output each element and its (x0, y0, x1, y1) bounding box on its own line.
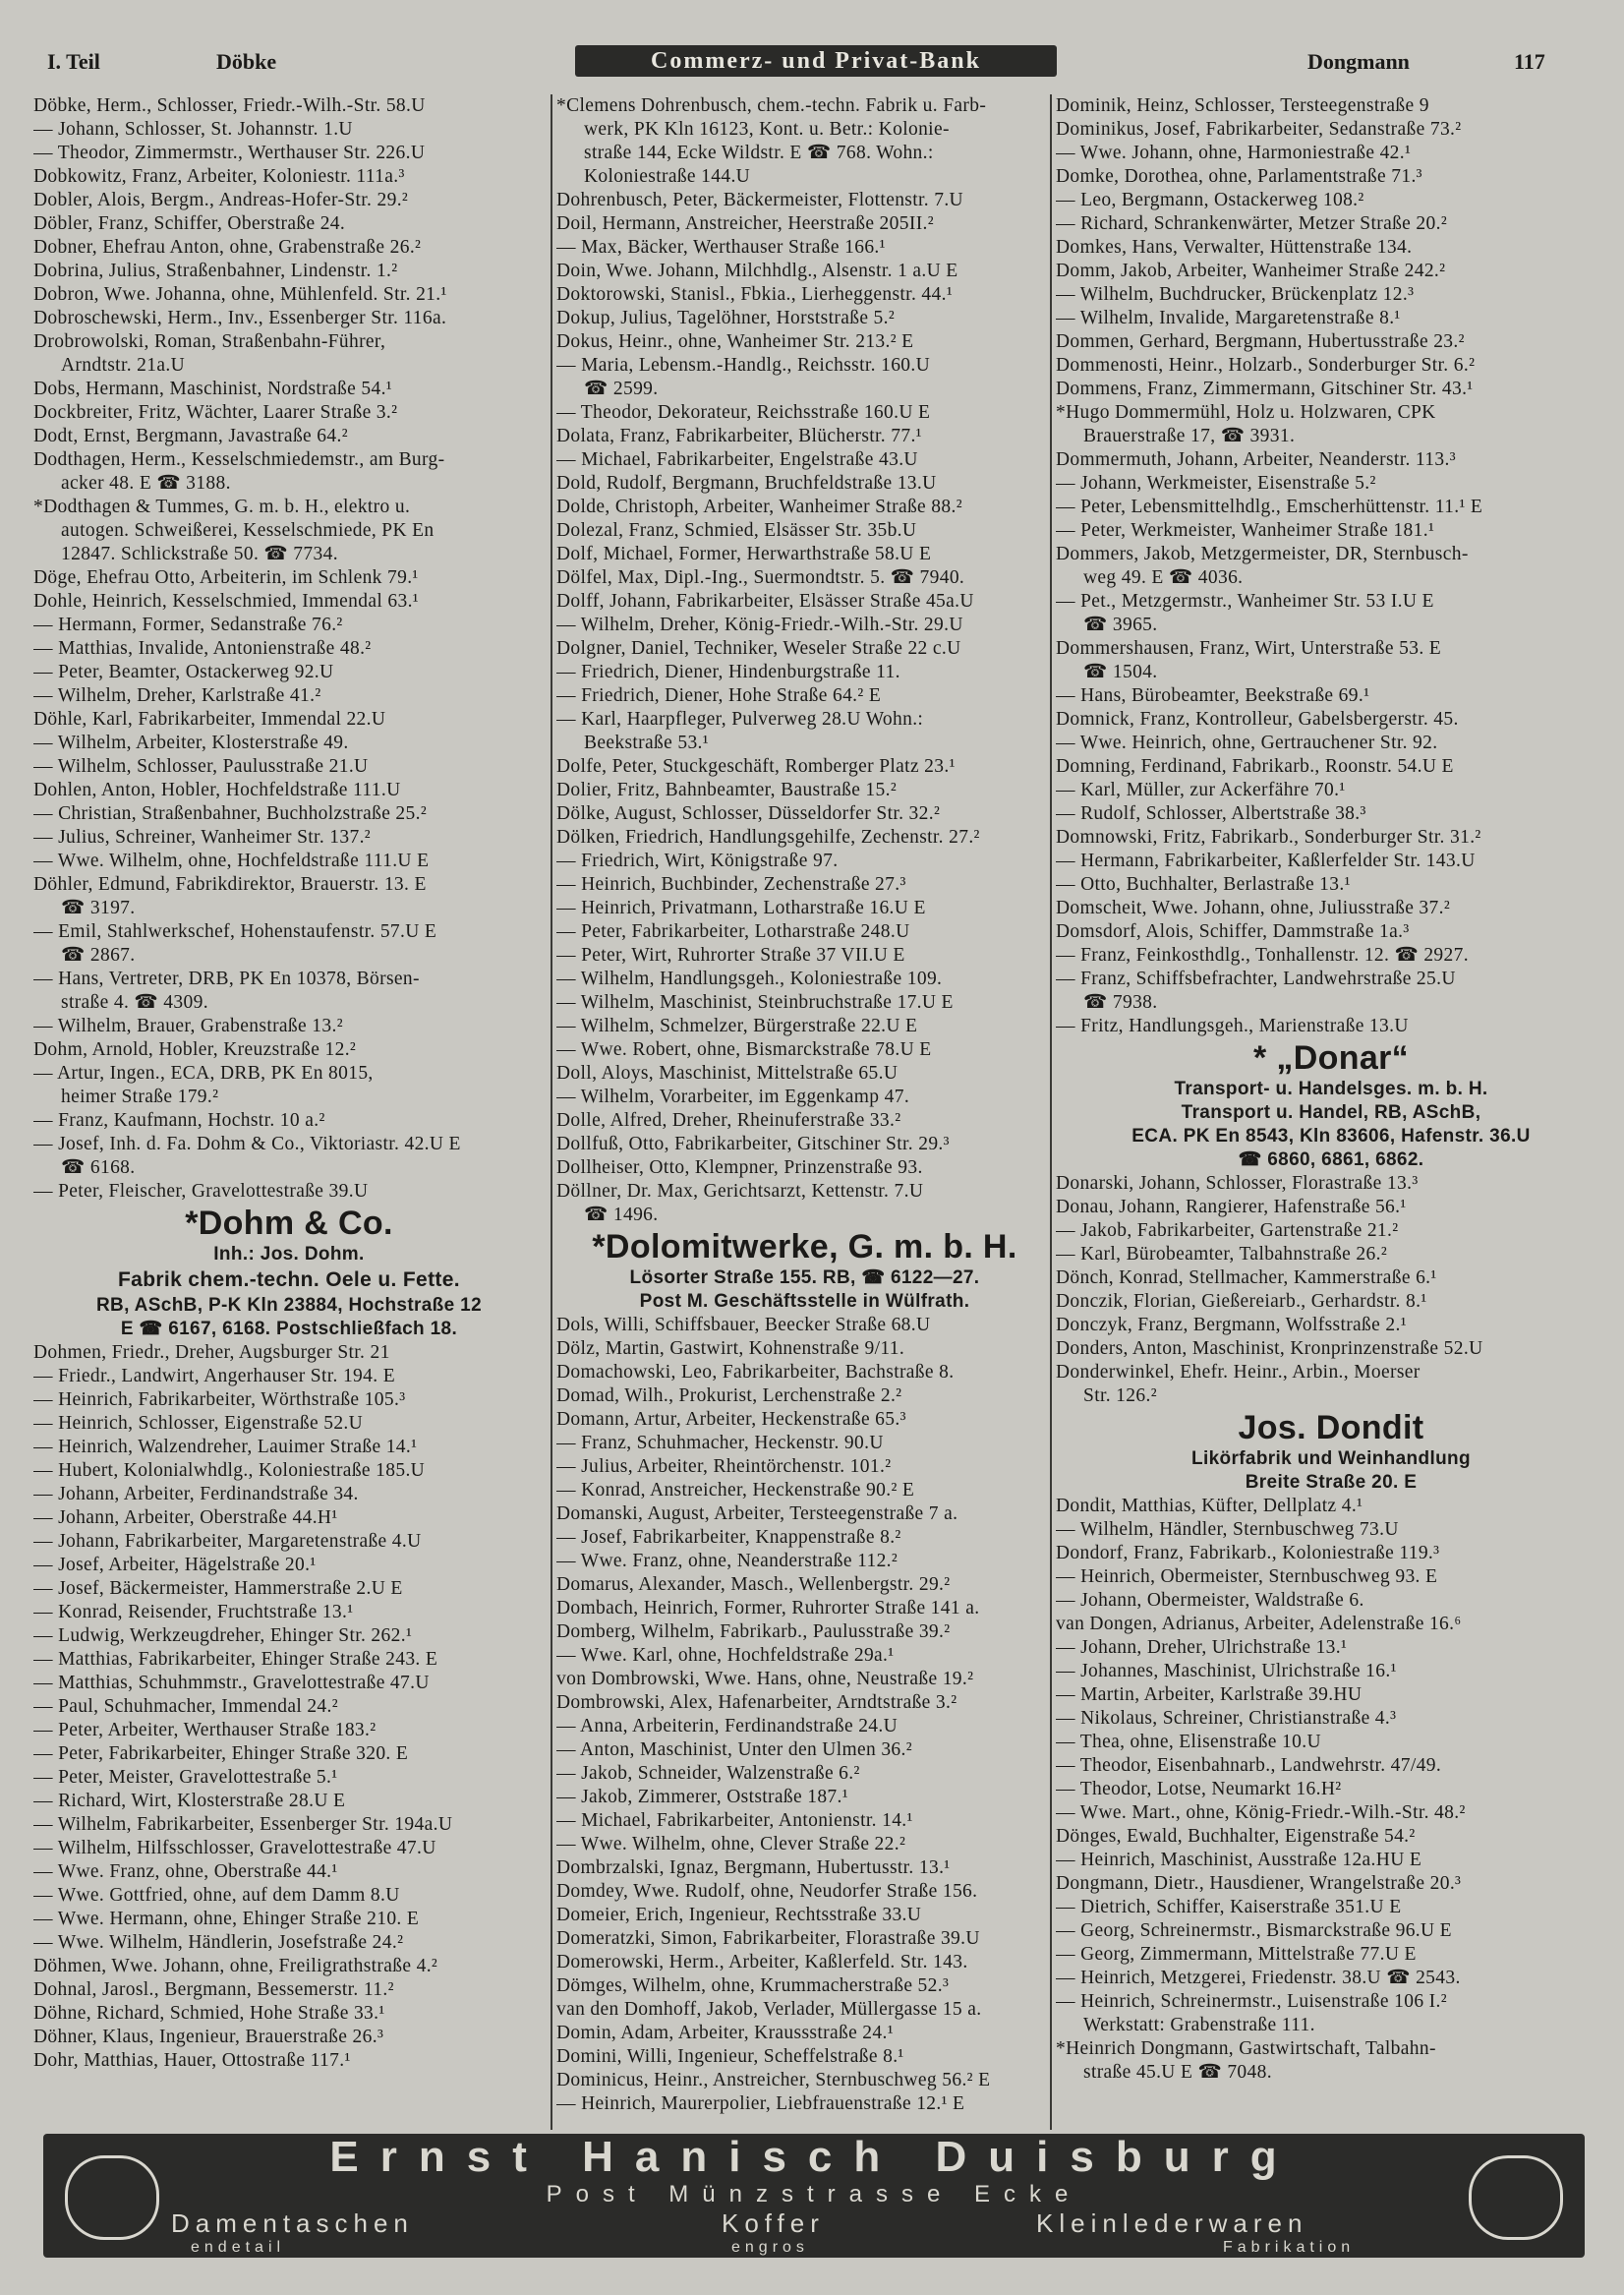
directory-entry: Domkes, Hans, Verwalter, Hüttenstraße 134. (1056, 237, 1413, 258)
directory-entry: Dolier, Fritz, Bahnbeamter, Baustraße 15.² (556, 780, 898, 800)
directory-entry: — Christian, Straßenbahner, Buchholzstraße 25.² (33, 803, 428, 824)
directory-entry: — Karl, Bürobeamter, Talbahnstraße 26.² (1056, 1244, 1388, 1265)
directory-entry: Dokus, Heinr., ohne, Wanheimer Str. 213.² E (556, 331, 914, 352)
directory-entry: Donderwinkel, Ehefr. Heinr., Arbin., Moerser (1056, 1362, 1421, 1383)
entry-continuation: straße 144, Ecke Wildstr. E ☎ 768. Wohn.: (584, 143, 934, 163)
advertisement-line: ECA. PK En 8543, Kln 83606, Hafenstr. 36.U (1131, 1126, 1531, 1147)
directory-entry: — Peter, Arbeiter, Werthauser Straße 183.² (33, 1720, 377, 1740)
directory-entry: Dolezal, Franz, Schmied, Elsässer Str. 35b.U (556, 520, 917, 541)
directory-entry: Doin, Wwe. Johann, Milchhdlg., Alsenstr. 1 a.U E (556, 261, 958, 281)
entry-continuation: straße 45.U E ☎ 7048. (1083, 2062, 1272, 2083)
directory-entry: Domnowski, Fritz, Fabrikarb., Sonderburger Str. 31.² (1056, 827, 1481, 848)
directory-entry: Domini, Willi, Ingenieur, Scheffelstraße 8.¹ (556, 2046, 904, 2067)
directory-entry: — Wilhelm, Dreher, Karlstraße 41.² (33, 685, 321, 706)
directory-entry: Dohrenbusch, Peter, Bäckermeister, Flottenstr. 7.U (556, 190, 963, 210)
ad-right-sub: Fabrikation (1223, 2239, 1356, 2256)
directory-entry: — Theodor, Lotse, Neumarkt 16.H² (1056, 1779, 1342, 1799)
directory-entry: Domad, Wilh., Prokurist, Lerchenstraße 2.² (556, 1385, 902, 1406)
ad-address: Post Münzstrasse Ecke (546, 2181, 1082, 2207)
directory-entry: Dölz, Martin, Gastwirt, Kohnenstraße 9/11. (556, 1338, 905, 1359)
directory-entry: Domeier, Erich, Ingenieur, Rechtsstraße 33.U (556, 1905, 922, 1925)
directory-entry: — Michael, Fabrikarbeiter, Antonienstr. 14.¹ (556, 1810, 913, 1831)
directory-entry: — Karl, Müller, zur Ackerfähre 70.¹ (1056, 780, 1346, 800)
directory-entry: Dombrowski, Alex, Hafenarbeiter, Arndtstraße 3.² (556, 1692, 957, 1713)
directory-entry: Döhmen, Wwe. Johann, ohne, Freiligrathstraße 4.² (33, 1956, 438, 1976)
directory-entry: Dobs, Hermann, Maschinist, Nordstraße 54.¹ (33, 379, 392, 399)
directory-entry: Dommenosti, Heinr., Holzarb., Sonderburger Str. 6.² (1056, 355, 1476, 376)
directory-entry: Döbke, Herm., Schlosser, Friedr.-Wilh.-Str. 58.U (33, 95, 426, 116)
directory-entry: — Josef, Arbeiter, Hägelstraße 20.¹ (33, 1555, 317, 1575)
directory-entry: Dolde, Christoph, Arbeiter, Wanheimer Straße 88.² (556, 497, 962, 517)
directory-entry: — Karl, Haarpfleger, Pulverweg 28.U Wohn.: (556, 709, 924, 730)
advertisement-line: Post M. Geschäftsstelle in Wülfrath. (639, 1291, 970, 1312)
directory-entry: — Artur, Ingen., ECA, DRB, PK En 8015, (33, 1063, 374, 1084)
directory-entry: *Dodthagen & Tummes, G. m. b. H., elektro u. (33, 497, 411, 517)
directory-entry: Domann, Artur, Arbeiter, Heckenstraße 65.³ (556, 1409, 906, 1430)
directory-entry: — Georg, Schreinermstr., Bismarckstraße 96.U E (1056, 1920, 1452, 1941)
directory-entry: — Friedrich, Diener, Hindenburgstraße 11. (556, 662, 900, 682)
directory-entry: — Wilhelm, Fabrikarbeiter, Essenberger Str. 194a.U (33, 1814, 453, 1835)
entry-continuation: Arndtstr. 21a.U (61, 355, 186, 376)
directory-entry: van Dongen, Adrianus, Arbeiter, Adelenstraße 16.⁶ (1056, 1614, 1462, 1634)
advertisement-line: Inh.: Jos. Dohm. (213, 1244, 365, 1265)
directory-entry: Dommershausen, Franz, Wirt, Unterstraße 53. E (1056, 638, 1442, 659)
directory-entry: — Johann, Arbeiter, Ferdinandstraße 34. (33, 1484, 359, 1504)
bank-banner-ad: Commerz- und Privat-Bank (575, 45, 1057, 77)
directory-entry: — Emil, Stahlwerkschef, Hohenstaufenstr. 57.U E (33, 921, 437, 942)
directory-entry: — Richard, Wirt, Klosterstraße 28.U E (33, 1791, 346, 1811)
directory-entry: *Clemens Dohrenbusch, chem.-techn. Fabrik u. Farb- (556, 95, 987, 116)
directory-entry: Dobkowitz, Franz, Arbeiter, Koloniestr. 111a.³ (33, 166, 405, 187)
entry-continuation: 12847. Schlickstraße 50. ☎ 7734. (61, 544, 338, 564)
directory-entry: — Matthias, Schuhmmstr., Gravelottestraße 47.U (33, 1673, 430, 1693)
advertisement-line: Transport u. Handel, RB, ASchB, (1181, 1102, 1481, 1123)
directory-entry: Domarus, Alexander, Masch., Wellenbergstr. 29.² (556, 1574, 951, 1595)
directory-entry: *Hugo Dommermühl, Holz u. Holzwaren, CPK (1056, 402, 1436, 423)
directory-entry: Dohr, Matthias, Hauer, Ottostraße 117.¹ (33, 2050, 351, 2071)
directory-entry: — Wilhelm, Schmelzer, Bürgerstraße 22.U E (556, 1016, 918, 1036)
directory-entry: Donders, Anton, Maschinist, Kronprinzenstraße 52.U (1056, 1338, 1483, 1359)
directory-entry: — Matthias, Fabrikarbeiter, Ehinger Straße 243. E (33, 1649, 438, 1670)
directory-entry: Dobrina, Julius, Straßenbahner, Lindenstr. 1.² (33, 261, 398, 281)
directory-entry: Döhler, Edmund, Fabrikdirektor, Brauerstr. 13. E (33, 874, 427, 895)
entry-continuation: acker 48. E ☎ 3188. (61, 473, 231, 494)
directory-entry: Dobroschewski, Herm., Inv., Essenberger Str. 116a. (33, 308, 447, 328)
directory-entry: von Dombrowski, Wwe. Hans, ohne, Neustraße 19.² (556, 1669, 974, 1689)
directory-entry: — Jakob, Fabrikarbeiter, Gartenstraße 21.² (1056, 1220, 1399, 1241)
directory-entry: Donczyk, Franz, Bergmann, Wolfsstraße 2.¹ (1056, 1315, 1407, 1335)
directory-entry: — Ludwig, Werkzeugdreher, Ehinger Str. 262.¹ (33, 1625, 413, 1646)
directory-entry: Döhner, Klaus, Ingenieur, Brauerstraße 26.³ (33, 2027, 384, 2047)
directory-entry: — Anna, Arbeiterin, Ferdinandstraße 24.U (556, 1716, 899, 1736)
directory-entry: — Wilhelm, Dreher, König-Friedr.-Wilh.-Str. 29.U (556, 615, 963, 635)
directory-entry: — Wilhelm, Arbeiter, Klosterstraße 49. (33, 733, 349, 753)
entry-continuation: ☎ 2867. (61, 945, 136, 966)
entry-continuation: ☎ 2599. (584, 379, 659, 399)
directory-entry: Doktorowski, Stanisl., Fbkia., Lierheggenstr. 44.¹ (556, 284, 954, 305)
directory-entry: — Wilhelm, Vorarbeiter, im Eggenkamp 47. (556, 1087, 910, 1107)
directory-entry: Dolff, Johann, Fabrikarbeiter, Elsässer Straße 45a.U (556, 591, 974, 612)
directory-entry: Dondorf, Franz, Fabrikarb., Koloniestraße 119.³ (1056, 1543, 1440, 1563)
directory-entry: — Wwe. Heinrich, ohne, Gertrauchener Str. 92. (1056, 733, 1438, 753)
first-entry-name: Döbke (216, 49, 277, 74)
directory-entry: — Wilhelm, Händler, Sternbuschweg 73.U (1056, 1519, 1399, 1540)
page-header (39, 45, 1595, 81)
part-label: I. Teil (47, 49, 100, 74)
directory-entry: — Wwe. Wilhelm, ohne, Clever Straße 22.² (556, 1834, 906, 1854)
directory-entry: — Johann, Arbeiter, Oberstraße 44.H¹ (33, 1507, 338, 1528)
directory-column-3 (1050, 94, 1606, 2130)
directory-entry: — Hermann, Fabrikarbeiter, Kaßlerfelder Str. 143.U (1056, 851, 1476, 871)
directory-entry: — Otto, Buchhalter, Berlastraße 13.¹ (1056, 874, 1351, 895)
directory-entry: Dolata, Franz, Fabrikarbeiter, Blücherstr. 77.¹ (556, 426, 922, 446)
directory-entry: Dominik, Heinz, Schlosser, Tersteegenstraße 9 (1056, 95, 1429, 116)
directory-entry: Dobler, Alois, Bergm., Andreas-Hofer-Str. 29.² (33, 190, 409, 210)
directory-entry: Drobrowolski, Roman, Straßenbahn-Führer, (33, 331, 386, 352)
directory-entry: Dockbreiter, Fritz, Wächter, Laarer Straße 3.² (33, 402, 398, 423)
directory-entry: Dolgner, Daniel, Techniker, Weseler Straße 22 c.U (556, 638, 961, 659)
advertisement-line: * „Donar“ (1252, 1039, 1410, 1077)
directory-entry: — Johann, Dreher, Ulrichstraße 13.¹ (1056, 1637, 1348, 1658)
directory-entry: — Wwe. Karl, ohne, Hochfeldstraße 29a.¹ (556, 1645, 895, 1666)
directory-entry: Dollheiser, Otto, Klempner, Prinzenstraße 93. (556, 1157, 923, 1178)
directory-entry: — Dietrich, Schiffer, Kaiserstraße 351.U E (1056, 1897, 1402, 1917)
directory-entry: — Paul, Schuhmacher, Immendal 24.² (33, 1696, 338, 1717)
directory-entry: — Hubert, Kolonialwhdlg., Koloniestraße 185.U (33, 1460, 426, 1481)
entry-continuation: Koloniestraße 144.U (584, 166, 751, 187)
directory-entry: Domm, Jakob, Arbeiter, Wanheimer Straße 242.² (1056, 261, 1446, 281)
directory-entry: — Wilhelm, Hilfsschlosser, Gravelottestraße 47.U (33, 1838, 436, 1858)
directory-entry: Döhle, Karl, Fabrikarbeiter, Immendal 22.U (33, 709, 386, 730)
directory-entry: — Wwe. Wilhelm, ohne, Hochfeldstraße 111.U E (33, 851, 430, 871)
directory-entry: — Georg, Zimmermann, Mittelstraße 77.U E (1056, 1944, 1417, 1965)
ad-center: Koffer (722, 2208, 825, 2238)
directory-entry: Domsdorf, Alois, Schiffer, Dammstraße 1a.³ (1056, 921, 1410, 942)
directory-entry: — Johannes, Maschinist, Ulrichstraße 16.¹ (1056, 1661, 1397, 1681)
entry-continuation: werk, PK Kln 16123, Kont. u. Betr.: Kolonie- (584, 119, 950, 140)
directory-entry: — Wilhelm, Buchdrucker, Brückenplatz 12.³ (1056, 284, 1415, 305)
directory-entry: — Franz, Kaufmann, Hochstr. 10 a.² (33, 1110, 325, 1131)
directory-entry: Döllner, Dr. Max, Gerichtsarzt, Kettenstr. 7.U (556, 1181, 924, 1202)
directory-entry: — Heinrich, Fabrikarbeiter, Wörthstraße 105.³ (33, 1389, 406, 1410)
entry-continuation: ☎ 1504. (1083, 662, 1158, 682)
directory-entry: — Konrad, Reisender, Fruchtstraße 13.¹ (33, 1602, 354, 1622)
directory-entry: — Matthias, Invalide, Antonienstraße 48.² (33, 638, 372, 659)
entry-continuation: ☎ 1496. (584, 1205, 659, 1225)
directory-entry: — Anton, Maschinist, Unter den Ulmen 36.² (556, 1739, 912, 1760)
directory-entry: Dominicus, Heinr., Anstreicher, Sternbuschweg 56.² E (556, 2070, 991, 2090)
directory-entry: — Johann, Obermeister, Waldstraße 6. (1056, 1590, 1364, 1611)
directory-entry: — Wwe. Hermann, ohne, Ehinger Straße 210. E (33, 1909, 420, 1929)
directory-entry: — Heinrich, Maurerpolier, Liebfrauenstraße 12.¹ E (556, 2093, 965, 2114)
directory-entry: — Leo, Bergmann, Ostackerweg 108.² (1056, 190, 1364, 210)
directory-entry: — Josef, Bäckermeister, Hammerstraße 2.U E (33, 1578, 403, 1599)
directory-entry: Döbler, Franz, Schiffer, Oberstraße 24. (33, 213, 346, 234)
advertisement-line: *Dolomitwerke, G. m. b. H. (592, 1228, 1017, 1265)
directory-entry: — Wwe. Mart., ohne, König-Friedr.-Wilh.-Str. 48.² (1056, 1802, 1466, 1823)
directory-entry: — Max, Bäcker, Werthauser Straße 166.¹ (556, 237, 886, 258)
directory-entry: Dohnal, Jarosl., Bergmann, Bessemerstr. 11.² (33, 1979, 394, 2000)
directory-entry: — Theodor, Zimmermstr., Werthauser Str. 226.U (33, 143, 426, 163)
directory-entry: Domin, Adam, Arbeiter, Kraussstraße 24.¹ (556, 2023, 894, 2043)
entry-continuation: heimer Straße 179.² (61, 1087, 219, 1107)
directory-entry: Dohlen, Anton, Hobler, Hochfeldstraße 111.U (33, 780, 401, 800)
ad-company: Ernst Hanisch Duisburg (329, 2134, 1299, 2181)
directory-entry: Domdey, Wwe. Rudolf, ohne, Neudorfer Straße 156. (556, 1881, 978, 1902)
directory-entry: Dombrzalski, Ignaz, Bergmann, Hubertusstr. 13.¹ (556, 1857, 951, 1878)
directory-entry: Dölfel, Max, Dipl.-Ing., Suermondtstr. 5. ☎ 7940. (556, 567, 965, 588)
directory-entry: — Heinrich, Metzgerei, Friedenstr. 38.U ☎ 2543. (1056, 1968, 1461, 1988)
advertisement-line: E ☎ 6167, 6168. Postschließfach 18. (120, 1319, 458, 1339)
directory-entry: — Heinrich, Schreinermstr., Luisenstraße 106 I.² (1056, 1991, 1447, 2012)
directory-entry: — Julius, Arbeiter, Rheintörchenstr. 101.² (556, 1456, 892, 1477)
directory-entry: Dommermuth, Johann, Arbeiter, Neanderstr. 113.³ (1056, 449, 1456, 470)
entry-continuation: Brauerstraße 17, ☎ 3931. (1083, 426, 1296, 446)
directory-entry: — Wilhelm, Schlosser, Paulusstraße 21.U (33, 756, 369, 777)
directory-entry: — Rudolf, Schlosser, Albertstraße 38.³ (1056, 803, 1366, 824)
directory-entry: — Thea, ohne, Elisenstraße 10.U (1056, 1732, 1321, 1752)
directory-entry: — Michael, Fabrikarbeiter, Engelstraße 43.U (556, 449, 918, 470)
directory-entry: — Konrad, Anstreicher, Heckenstraße 90.² E (556, 1480, 915, 1501)
directory-entry: — Johann, Schlosser, St. Johannstr. 1.U (33, 119, 353, 140)
directory-entry: Dondit, Matthias, Küfter, Dellplatz 4.¹ (1056, 1496, 1363, 1516)
directory-entry: — Martin, Arbeiter, Karlstraße 39.HU (1056, 1684, 1363, 1705)
directory-entry: — Johann, Fabrikarbeiter, Margaretenstraße 4.U (33, 1531, 422, 1552)
directory-entry: — Peter, Werkmeister, Wanheimer Straße 181.¹ (1056, 520, 1435, 541)
directory-entry: *Heinrich Dongmann, Gastwirtschaft, Talbahn- (1056, 2038, 1436, 2059)
directory-entry: Dohm, Arnold, Hobler, Kreuzstraße 12.² (33, 1039, 357, 1060)
directory-entry: Dolfe, Peter, Stuckgeschäft, Romberger Platz 23.¹ (556, 756, 956, 777)
directory-column-1 (33, 94, 545, 2130)
directory-entry: Doll, Aloys, Maschinist, Mittelstraße 65.U (556, 1063, 899, 1084)
ad-right: Kleinlederwaren (1036, 2208, 1308, 2238)
directory-entry: — Wilhelm, Maschinist, Steinbruchstraße 17.U E (556, 992, 954, 1013)
directory-entry: Dongmann, Dietr., Hausdiener, Wrangelstraße 20.³ (1056, 1873, 1462, 1894)
advertisement-line: Jos. Dondit (1238, 1409, 1424, 1446)
directory-entry: — Friedrich, Diener, Hohe Straße 64.² E (556, 685, 882, 706)
directory-entry: — Hans, Vertreter, DRB, PK En 10378, Börsen- (33, 969, 420, 989)
directory-entry: — Heinrich, Walzendreher, Lauimer Straße 14.¹ (33, 1437, 418, 1457)
directory-entry: — Wwe. Robert, ohne, Bismarckstraße 78.U E (556, 1039, 932, 1060)
directory-entry: — Friedrich, Wirt, Königstraße 97. (556, 851, 839, 871)
directory-entry: — Heinrich, Maschinist, Ausstraße 12a.HU E (1056, 1850, 1422, 1870)
directory-entry: — Peter, Fleischer, Gravelottestraße 39.U (33, 1181, 369, 1202)
directory-entry: Dodthagen, Herm., Kesselschmiedemstr., am Burg- (33, 449, 445, 470)
directory-entry: Dombach, Heinrich, Former, Ruhrorter Straße 141 a. (556, 1598, 980, 1618)
directory-entry: — Friedr., Landwirt, Angerhauser Str. 194. E (33, 1366, 395, 1386)
directory-entry: Dobner, Ehefrau Anton, ohne, Grabenstraße 26.² (33, 237, 422, 258)
directory-entry: — Hans, Bürobeamter, Beekstraße 69.¹ (1056, 685, 1370, 706)
ad-left: Damentaschen (171, 2208, 414, 2238)
directory-entry: — Wwe. Gottfried, ohne, auf dem Damm 8.U (33, 1885, 400, 1906)
directory-entry: Domberg, Wilhelm, Fabrikarb., Paulusstraße 39.² (556, 1621, 951, 1642)
directory-entry: Dohmen, Friedr., Dreher, Augsburger Str. 21 (33, 1342, 390, 1363)
entry-continuation: ☎ 7938. (1083, 992, 1158, 1013)
last-entry-name: Dongmann (1307, 49, 1410, 74)
directory-entry: Dobron, Wwe. Johanna, ohne, Mühlenfeld. Str. 21.¹ (33, 284, 447, 305)
directory-entry: — Maria, Lebensm.-Handlg., Reichsstr. 160.U (556, 355, 931, 376)
directory-entry: Dold, Rudolf, Bergmann, Bruchfeldstraße 13.U (556, 473, 937, 494)
directory-entry: Dölken, Friedrich, Handlungsgehilfe, Zechenstr. 27.² (556, 827, 980, 848)
directory-entry: — Heinrich, Obermeister, Sternbuschweg 93. E (1056, 1566, 1438, 1587)
directory-entry: — Josef, Inh. d. Fa. Dohm & Co., Viktoriastr. 42.U E (33, 1134, 461, 1154)
directory-entry: Dönges, Ewald, Buchhalter, Eigenstraße 54.² (1056, 1826, 1416, 1847)
entry-continuation: ☎ 6168. (61, 1157, 136, 1178)
entry-continuation: ☎ 3197. (61, 898, 136, 918)
directory-entry: Dolle, Alfred, Dreher, Rheinuferstraße 33.² (556, 1110, 901, 1131)
directory-entry: — Johann, Werkmeister, Eisenstraße 5.² (1056, 473, 1376, 494)
directory-entry: Dommen, Gerhard, Bergmann, Hubertusstraße 23.² (1056, 331, 1465, 352)
directory-entry: — Franz, Feinkosthdlg., Tonhallenstr. 12. ☎ 2927. (1056, 945, 1469, 966)
advertisement-line: Transport- u. Handelsges. m. b. H. (1174, 1079, 1488, 1099)
directory-entry: — Hermann, Former, Sedanstraße 76.² (33, 615, 343, 635)
directory-entry: Dölke, August, Schlosser, Düsseldorfer Str. 32.² (556, 803, 941, 824)
directory-entry: Domnick, Franz, Kontrolleur, Gabelsbergerstr. 45. (1056, 709, 1459, 730)
advertisement-line: Lösorter Straße 155. RB, ☎ 6122—27. (629, 1267, 980, 1288)
directory-entry: Domerowski, Herm., Arbeiter, Kaßlerfeld. Str. 143. (556, 1952, 968, 1972)
directory-entry: Domke, Dorothea, ohne, Parlamentstraße 71.³ (1056, 166, 1422, 187)
directory-entry: Donarski, Johann, Schlosser, Florastraße 13.³ (1056, 1173, 1419, 1194)
entry-continuation: weg 49. E ☎ 4036. (1083, 567, 1244, 588)
directory-column-2 (551, 94, 1053, 2130)
entry-continuation: ☎ 3965. (1083, 615, 1158, 635)
directory-entry: — Wwe. Wilhelm, Händlerin, Josefstraße 24.² (33, 1932, 404, 1953)
directory-entry: van den Domhoff, Jakob, Verlader, Müllergasse 15 a. (556, 1999, 982, 2020)
advertisement-line: ☎ 6860, 6861, 6862. (1238, 1149, 1424, 1170)
directory-entry: Domning, Ferdinand, Fabrikarb., Roonstr. 54.U E (1056, 756, 1454, 777)
directory-entry: — Wilhelm, Invalide, Margaretenstraße 8.¹ (1056, 308, 1401, 328)
directory-entry: — Julius, Schreiner, Wanheimer Str. 137.² (33, 827, 371, 848)
directory-entry: — Peter, Wirt, Ruhrorter Straße 37 VII.U E (556, 945, 905, 966)
directory-entry: Dönch, Konrad, Stellmacher, Kammerstraße 6.¹ (1056, 1267, 1437, 1288)
directory-entry: — Peter, Fabrikarbeiter, Lotharstraße 248.U (556, 921, 910, 942)
directory-entry: Domachowski, Leo, Fabrikarbeiter, Bachstraße 8. (556, 1362, 955, 1383)
advertisement-line: Fabrik chem.-techn. Oele u. Fette. (118, 1268, 460, 1291)
entry-continuation: Beekstraße 53.¹ (584, 733, 709, 753)
directory-entry: — Josef, Fabrikarbeiter, Knappenstraße 8.² (556, 1527, 901, 1548)
ad-left-sub: endetail (191, 2239, 286, 2256)
directory-entry: Doil, Hermann, Anstreicher, Heerstraße 205II.² (556, 213, 934, 234)
directory-entry: — Wilhelm, Brauer, Grabenstraße 13.² (33, 1016, 343, 1036)
directory-entry: Dommens, Franz, Zimmermann, Gitschiner Str. 43.¹ (1056, 379, 1474, 399)
advertisement-line: Likörfabrik und Weinhandlung (1191, 1448, 1471, 1469)
directory-entry: — Jakob, Schneider, Walzenstraße 6.² (556, 1763, 860, 1784)
directory-entry: — Theodor, Dekorateur, Reichsstraße 160.U E (556, 402, 931, 423)
directory-entry: Domeratzki, Simon, Fabrikarbeiter, Florastraße 39.U (556, 1928, 980, 1949)
directory-entry: — Peter, Fabrikarbeiter, Ehinger Straße 320. E (33, 1743, 409, 1764)
directory-entry: Domscheit, Wwe. Johann, ohne, Juliusstraße 37.² (1056, 898, 1451, 918)
directory-entry: — Nikolaus, Schreiner, Christianstraße 4.³ (1056, 1708, 1397, 1729)
directory-entry: Dolf, Michael, Former, Herwarthstraße 58.U E (556, 544, 932, 564)
directory-entry: Dollfuß, Otto, Fabrikarbeiter, Gitschiner Str. 29.³ (556, 1134, 950, 1154)
entry-continuation: straße 4. ☎ 4309. (61, 992, 208, 1013)
directory-entry: — Richard, Schrankenwärter, Metzer Straße 20.² (1056, 213, 1448, 234)
ad-center-sub: engros (731, 2239, 809, 2256)
directory-entry: Domanski, August, Arbeiter, Tersteegenstraße 7 a. (556, 1503, 958, 1524)
entry-continuation: Str. 126.² (1083, 1385, 1157, 1406)
directory-entry: Döhne, Richard, Schmied, Hohe Straße 33.¹ (33, 2003, 385, 2024)
directory-entry: Dokup, Julius, Tagelöhner, Horststraße 5.² (556, 308, 896, 328)
directory-entry: Dominikus, Josef, Fabrikarbeiter, Sedanstraße 73.² (1056, 119, 1462, 140)
directory-entry: — Peter, Lebensmittelhdlg., Emscherhüttenstr. 11.¹ E (1056, 497, 1483, 517)
directory-entry: — Fritz, Handlungsgeh., Marienstraße 13.U (1056, 1016, 1409, 1036)
directory-entry: — Wwe. Franz, ohne, Neanderstraße 112.² (556, 1551, 899, 1571)
directory-entry: — Heinrich, Schlosser, Eigenstraße 52.U (33, 1413, 364, 1434)
page-number: 117 (1514, 49, 1545, 74)
directory-entry: — Wwe. Johann, ohne, Harmoniestraße 42.¹ (1056, 143, 1412, 163)
entry-continuation: autogen. Schweißerei, Kesselschmiede, PK En (61, 520, 435, 541)
directory-entry: Dols, Willi, Schiffsbauer, Beecker Straße 68.U (556, 1315, 931, 1335)
advertisement-line: RB, ASchB, P-K Kln 23884, Hochstraße 12 (95, 1295, 482, 1316)
directory-entry: — Jakob, Zimmerer, Oststraße 187.¹ (556, 1787, 848, 1807)
entry-continuation: Werkstatt: Grabenstraße 111. (1083, 2015, 1315, 2035)
directory-entry: — Heinrich, Buchbinder, Zechenstraße 27.³ (556, 874, 906, 895)
directory-entry: Dömges, Wilhelm, ohne, Krummacherstraße 52.³ (556, 1975, 950, 1996)
directory-entry: — Franz, Schuhmacher, Heckenstr. 90.U (556, 1433, 884, 1453)
footer-advertisement (43, 2134, 1585, 2258)
advertisement-line: *Dohm & Co. (185, 1205, 393, 1242)
advertisement-line: Breite Straße 20. E (1245, 1472, 1418, 1493)
directory-entry: — Franz, Schiffsbefrachter, Landwehrstraße 25.U (1056, 969, 1456, 989)
directory-entry: Dodt, Ernst, Bergmann, Javastraße 64.² (33, 426, 348, 446)
directory-entry: — Wilhelm, Handlungsgeh., Koloniestraße 109. (556, 969, 943, 989)
directory-entry: — Heinrich, Privatmann, Lotharstraße 16.U E (556, 898, 926, 918)
directory-entry: Dommers, Jakob, Metzgermeister, DR, Sternbusch- (1056, 544, 1469, 564)
directory-entry: — Peter, Beamter, Ostackerweg 92.U (33, 662, 334, 682)
directory-entry: Donau, Johann, Rangierer, Hafenstraße 56.¹ (1056, 1197, 1407, 1217)
directory-entry: Donczik, Florian, Gießereiarb., Gerhardstr. 8.¹ (1056, 1291, 1427, 1312)
directory-entry: Döge, Ehefrau Otto, Arbeiterin, im Schlenk 79.¹ (33, 567, 419, 588)
directory-entry: — Wwe. Franz, ohne, Oberstraße 44.¹ (33, 1861, 338, 1882)
directory-entry: — Peter, Meister, Gravelottestraße 5.¹ (33, 1767, 338, 1788)
directory-entry: — Pet., Metzgermstr., Wanheimer Str. 53 I.U E (1056, 591, 1434, 612)
directory-entry: — Theodor, Eisenbahnarb., Landwehrstr. 47/49. (1056, 1755, 1442, 1776)
directory-entry: Dohle, Heinrich, Kesselschmied, Immendal 63.¹ (33, 591, 420, 612)
